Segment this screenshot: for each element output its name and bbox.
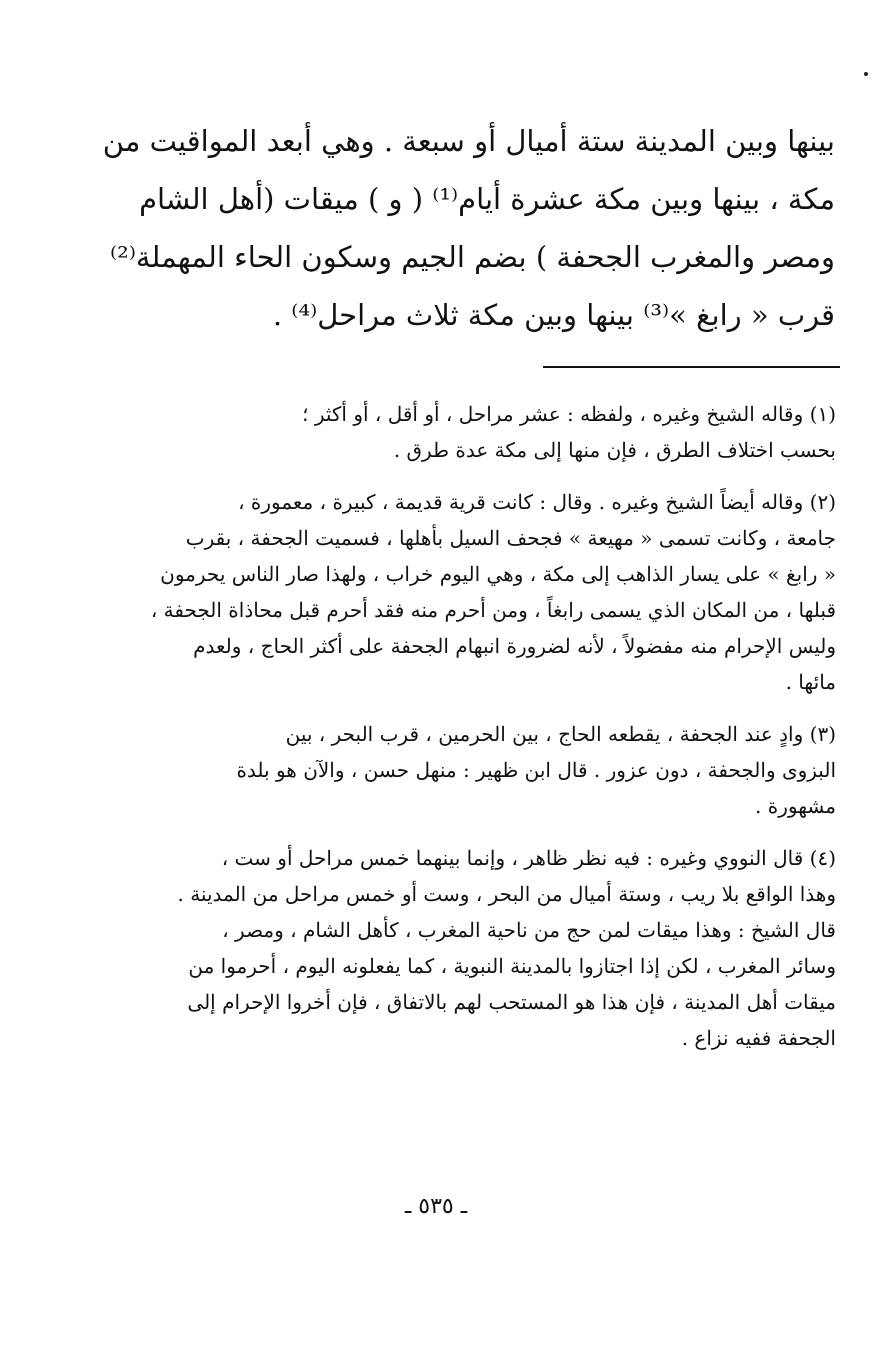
margin-mark: [864, 72, 868, 76]
main-text-line: قرب « رابغ »⁽³⁾ بينها وبين مكة ثلاث مراحل⁽⁴⁾ .: [272, 298, 835, 332]
main-text-line: بينها وبين المدينة ستة أميال أو سبعة . وهي أبعد المواقيت من: [102, 124, 835, 158]
footnote-line: « رابغ » على يسار الذاهب إلى مكة ، وهي اليوم خراب ، ولهذا صار الناس يحرمون: [160, 562, 836, 586]
footnote-line: الجحفة ففيه نزاع .: [681, 1026, 836, 1050]
main-text-line: ومصر والمغرب الجحفة ) بضم الجيم وسكون الحاء المهملة⁽²⁾: [110, 240, 835, 274]
footnote-line: مشهورة .: [755, 794, 836, 818]
footnote-line: جامعة ، وكانت تسمى « مهيعة » فجحف السيل بأهلها ، فسميت الجحفة ، بقرب: [185, 526, 836, 550]
main-text-line: مكة ، بينها وبين مكة عشرة أيام⁽¹⁾ ( و ) ميقات (أهل الشام: [139, 182, 835, 216]
footnote-line: وليس الإحرام منه مفضولاً ، لأنه لضرورة انبهام الجحفة على أكثر الحاج ، ولعدم: [193, 634, 836, 658]
footnote-line: مائها .: [785, 670, 836, 694]
footnote-line: البزوى والجحفة ، دون عزور . قال ابن ظهير : منهل حسن ، والآن هو بلدة: [236, 758, 836, 782]
footnote-3: [104, 716, 836, 824]
footnote-4: [104, 840, 836, 1056]
footnotes-block: [104, 396, 836, 1072]
footnote-line: قبلها ، من المكان الذي يسمى رابغاً ، ومن أحرم منه فقد أحرم قبل محاذاة الجحفة ،: [150, 598, 836, 622]
footnote-line: وهذا الواقع بلا ريب ، وستة أميال من البحر ، وست أو خمس مراحل من المدينة .: [177, 882, 836, 906]
footnote-line: بحسب اختلاف الطرق ، فإن منها إلى مكة عدة طرق .: [393, 438, 836, 462]
footnote-line: (٢) وقاله أيضاً الشيخ وغيره . وقال : كانت قرية قديمة ، كبيرة ، معمورة ،: [238, 490, 836, 514]
footnote-line: قال الشيخ : وهذا ميقات لمن حج من ناحية المغرب ، كأهل الشام ، ومصر ،: [222, 918, 836, 942]
footnote-1: [104, 396, 836, 468]
footnote-line: وسائر المغرب ، لكن إذا اجتازوا بالمدينة النبوية ، كما يفعلونه اليوم ، أحرموا من: [188, 954, 836, 978]
main-text-block: [100, 112, 835, 344]
footnote-line: (٤) قال النووي وغيره : فيه نظر ظاهر ، وإنما بينهما خمس مراحل أو ست ،: [221, 846, 836, 870]
footnote-divider: [543, 366, 840, 368]
footnote-line: (١) وقاله الشيخ وغيره ، ولفظه : عشر مراحل ، أو أقل ، أو أكثر ؛: [302, 402, 836, 426]
page-number: ـ ٥٣٥ ـ: [404, 1194, 468, 1219]
footnote-line: ميقات أهل المدينة ، فإن هذا هو المستحب لهم بالاتفاق ، فإن أخروا الإحرام إلى: [187, 990, 836, 1014]
footnote-line: (٣) وادٍ عند الجحفة ، يقطعه الحاج ، بين الحرمين ، قرب البحر ، بين: [285, 722, 836, 746]
footnote-2: [104, 484, 836, 700]
